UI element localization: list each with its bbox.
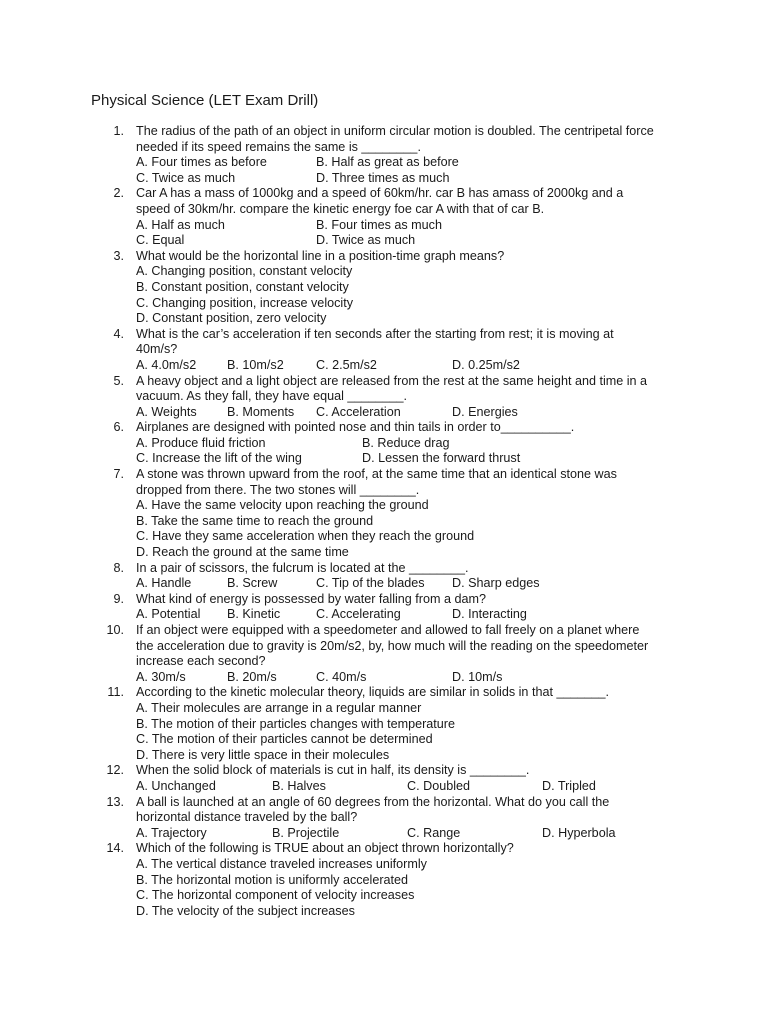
answer-option: B. Halves	[272, 778, 326, 793]
answer-option: D. Constant position, zero velocity	[136, 311, 327, 326]
page-title: Physical Science (LET Exam Drill)	[91, 92, 319, 109]
answer-option: D. Energies	[452, 404, 518, 419]
question-text-line: vacuum. As they fall, they have equal ________.	[136, 389, 407, 404]
answer-option: A. Handle	[136, 576, 192, 591]
question-item	[0, 420, 768, 467]
answer-option: D. Three times as much	[316, 170, 450, 185]
question-number: 1.	[113, 124, 124, 138]
answer-option: B. Half as great as before	[316, 155, 459, 170]
question-text-line: What kind of energy is possessed by water falling from a dam?	[136, 591, 486, 606]
question-text-line: What would be the horizontal line in a position-time graph means?	[136, 248, 505, 263]
answer-option-row	[0, 670, 768, 686]
question-text-line: horizontal distance traveled by the ball?	[136, 810, 358, 825]
question-number: 2.	[113, 186, 124, 201]
question-text-line: Airplanes are designed with pointed nose and thin tails in order to__________.	[136, 420, 575, 435]
answer-option: A. The vertical distance traveled increases uniformly	[136, 856, 427, 871]
answer-option: B. Constant position, constant velocity	[136, 279, 349, 294]
question-text-line: Car A has a mass of 1000kg and a speed of 60km/hr. car B has amass of 2000kg and a	[136, 186, 624, 201]
answer-option: A. Potential	[136, 607, 201, 622]
question-number: 6.	[113, 420, 124, 435]
answer-option: C. Twice as much	[136, 170, 236, 185]
question-number: 8.	[113, 560, 124, 575]
answer-option: D. Lessen the forward thrust	[362, 451, 521, 466]
answer-option: B. Projectile	[272, 825, 340, 840]
question-text-line: A heavy object and a light object are released from the rest at the same height and time in a	[136, 373, 648, 388]
question-item	[0, 249, 768, 327]
question-number: 4.	[113, 326, 124, 341]
answer-option: B. Moments	[227, 404, 295, 419]
answer-option: B. Screw	[227, 576, 278, 591]
answer-option: A. Their molecules are arrange in a regular manner	[136, 700, 422, 715]
answer-option: B. The motion of their particles changes with temperature	[136, 716, 455, 731]
answer-option: D. The velocity of the subject increases	[136, 903, 355, 918]
question-text-line: When the solid block of materials is cut in half, its density is ________.	[136, 763, 530, 778]
answer-option: C. Increase the lift of the wing	[136, 451, 302, 466]
answer-option: D. Twice as much	[316, 233, 416, 248]
answer-option: C. 2.5m/s2	[316, 357, 377, 372]
answer-option: D. Sharp edges	[452, 576, 540, 591]
answer-option-row	[0, 155, 768, 171]
answer-option: D. 10m/s	[452, 669, 503, 684]
question-text-line: In a pair of scissors, the fulcrum is located at the ________.	[136, 560, 469, 575]
answer-option-row	[0, 451, 768, 467]
question-item	[0, 841, 768, 919]
answer-option: D. Hyperbola	[542, 825, 616, 840]
question-item	[0, 124, 768, 186]
answer-option: B. Four times as much	[316, 217, 442, 232]
answer-option-row	[0, 358, 768, 374]
question-number: 10.	[106, 623, 124, 637]
question-text-line: According to the kinetic molecular theory, liquids are similar in solids in that _______.	[136, 685, 609, 700]
answer-option: A. Produce fluid friction	[136, 435, 266, 450]
question-number: 9.	[113, 591, 124, 606]
question-number: 14.	[106, 841, 124, 856]
answer-option: D. 0.25m/s2	[452, 357, 520, 372]
answer-option-row	[0, 607, 768, 623]
answer-option: C. Tip of the blades	[316, 576, 425, 591]
answer-option: C. Acceleration	[316, 404, 401, 419]
question-text-line: speed of 30km/hr. compare the kinetic energy foe car A with that of car B.	[136, 201, 545, 216]
answer-option-row	[0, 405, 768, 421]
answer-option: C. Changing position, increase velocity	[136, 295, 354, 310]
answer-option-row	[0, 233, 768, 249]
question-item	[0, 685, 768, 763]
question-text-line: needed if its speed remains the same is ________.	[136, 139, 421, 154]
answer-option: B. Reduce drag	[362, 435, 450, 450]
answer-option: A. 30m/s	[136, 669, 186, 684]
question-number: 11.	[107, 685, 124, 700]
question-text-line: If an object were equipped with a speedometer and allowed to fall freely on a planet where	[136, 623, 640, 637]
answer-option: D. Tripled	[542, 778, 596, 793]
answer-option: C. The horizontal component of velocity increases	[136, 888, 415, 903]
question-text-line: dropped from there. The two stones will ________.	[136, 482, 420, 497]
answer-option: C. The motion of their particles cannot be determined	[136, 732, 433, 747]
answer-option: B. 20m/s	[227, 669, 277, 684]
answer-option: A. 4.0m/s2	[136, 357, 197, 372]
answer-option: D. Interacting	[452, 607, 527, 622]
answer-option-row	[0, 218, 768, 234]
answer-option: A. Trajectory	[136, 825, 207, 840]
answer-option: D. There is very little space in their molecules	[136, 747, 390, 762]
question-text-line: the acceleration due to gravity is 20m/s2, by, how much will the reading on the speedometer	[136, 638, 649, 653]
answer-option: C. Have they same acceleration when they reach the ground	[136, 529, 475, 544]
question-item	[0, 467, 768, 561]
answer-option: A. Half as much	[136, 217, 225, 232]
question-item	[0, 763, 768, 794]
question-text-line: A ball is launched at an angle of 60 degrees from the horizontal. What do you call the	[136, 794, 610, 809]
answer-option: B. The horizontal motion is uniformly accelerated	[136, 872, 409, 887]
answer-option: A. Four times as before	[136, 155, 267, 170]
answer-option-row	[0, 576, 768, 592]
answer-option: C. Doubled	[407, 778, 471, 793]
answer-option-row	[0, 436, 768, 452]
answer-option: D. Reach the ground at the same time	[136, 545, 349, 560]
answer-option: C. 40m/s	[316, 669, 367, 684]
question-text-line: Which of the following is TRUE about an object thrown horizontally?	[136, 841, 514, 856]
question-number: 12.	[106, 763, 124, 778]
answer-option-row	[0, 171, 768, 187]
question-number: 5.	[113, 373, 124, 388]
question-item	[0, 186, 768, 248]
answer-option: C. Equal	[136, 233, 185, 248]
answer-option-row	[0, 826, 768, 842]
answer-option: B. 10m/s2	[227, 357, 284, 372]
question-item	[0, 623, 768, 685]
question-item	[0, 795, 768, 842]
answer-option: A. Unchanged	[136, 778, 216, 793]
answer-option: A. Weights	[136, 404, 197, 419]
question-text-line: The radius of the path of an object in uniform circular motion is doubled. The centripetal force	[136, 124, 654, 138]
question-item	[0, 327, 768, 374]
answer-option: C. Range	[407, 825, 461, 840]
question-text-line: increase each second?	[136, 654, 266, 669]
answer-option-row	[0, 779, 768, 795]
question-text-line: 40m/s?	[136, 342, 178, 357]
answer-option: A. Changing position, constant velocity	[136, 264, 353, 279]
answer-option: A. Have the same velocity upon reaching the ground	[136, 498, 429, 513]
question-item	[0, 374, 768, 421]
question-number: 3.	[113, 248, 124, 263]
question-number: 13.	[106, 794, 124, 809]
question-number: 7.	[113, 467, 124, 482]
question-item	[0, 561, 768, 592]
question-text-line: A stone was thrown upward from the roof, at the same time that an identical stone was	[136, 467, 617, 482]
answer-option: C. Accelerating	[316, 607, 401, 622]
question-item	[0, 592, 768, 623]
question-list	[0, 124, 768, 919]
answer-option: B. Take the same time to reach the ground	[136, 513, 374, 528]
question-text-line: What is the car’s acceleration if ten seconds after the starting from rest; it is moving at	[136, 326, 614, 341]
answer-option: B. Kinetic	[227, 607, 281, 622]
